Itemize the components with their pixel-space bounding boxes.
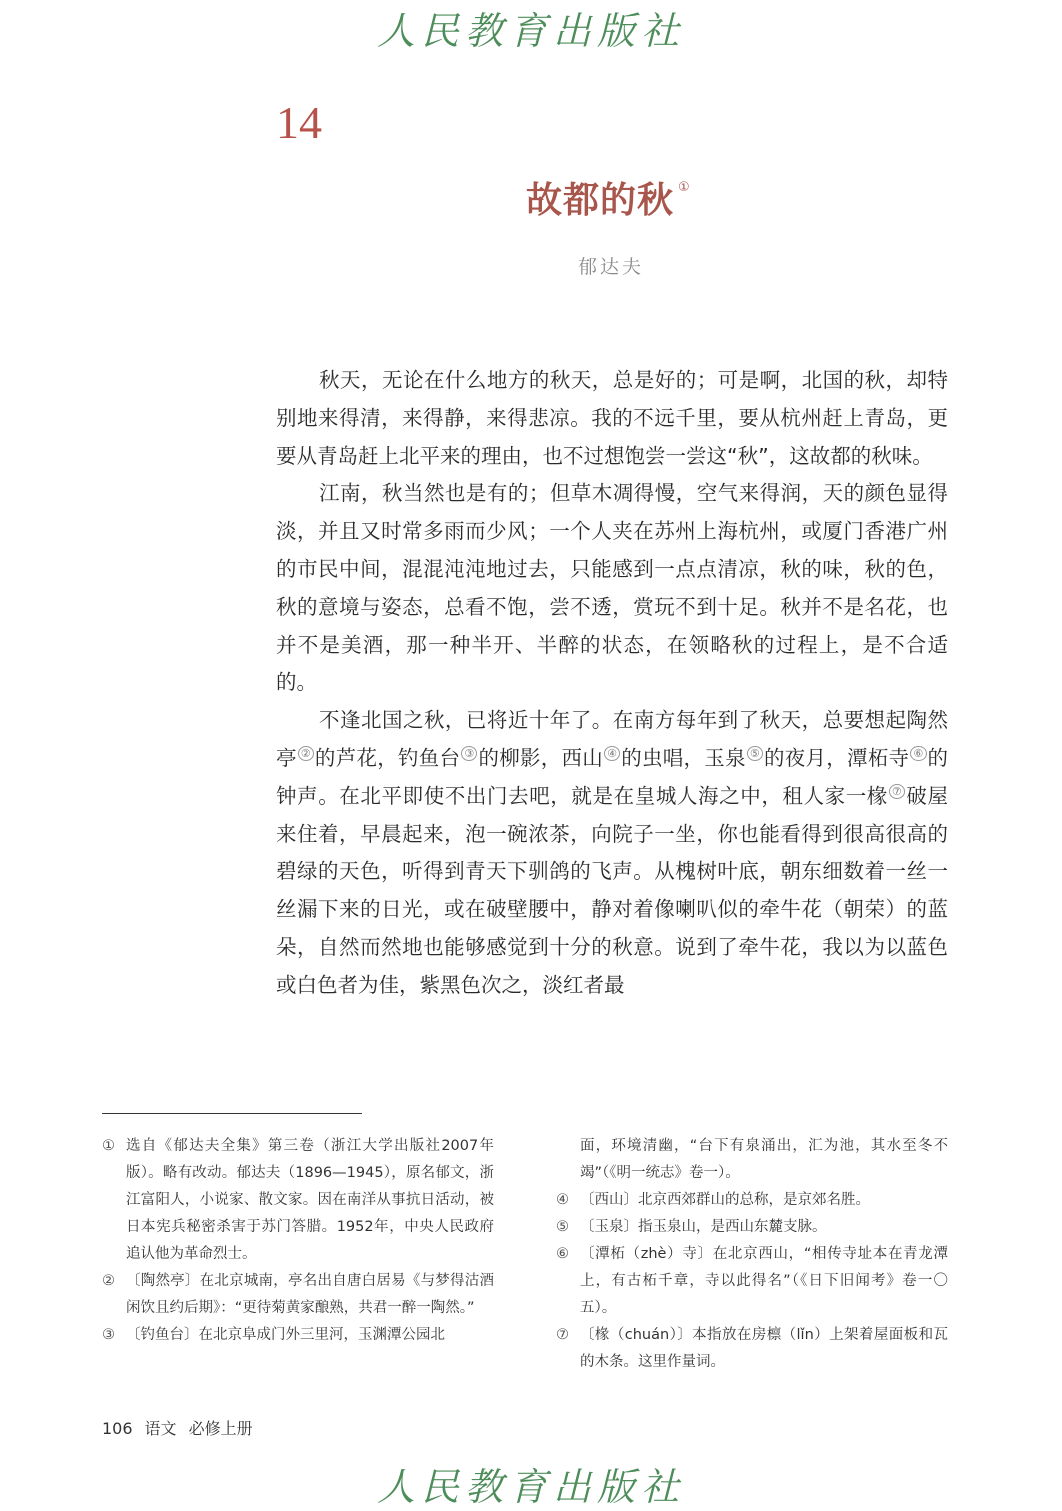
footnote-3 <box>102 1322 494 1349</box>
footnote-marker-3[interactable]: ③ <box>461 746 477 761</box>
paragraph-3 <box>276 702 948 1004</box>
p3-segment: 的夜月，潭柘寺 <box>763 745 910 770</box>
footnote-5 <box>556 1214 948 1241</box>
title-footnote-marker[interactable]: ① <box>678 180 691 195</box>
footnote-text: 〔潭柘（zhè）寺〕在北京西山，“相传寺址本在青龙潭上，有古柘千章，寺以此得名”（《日下旧闻考》卷一〇五）。 <box>580 1246 948 1316</box>
lesson-title <box>526 172 691 223</box>
footnote-6 <box>556 1241 948 1322</box>
lesson-title-text: 故都的秋 <box>526 180 675 221</box>
paragraph-1: 秋天，无论在什么地方的秋天，总是好的；可是啊，北国的秋，却特别地来得清，来得静，来得悲凉。我的不远千里，要从杭州赶上青岛，更要从青岛赶上北平来的理由，也不过想饱尝一尝这“秋”，这故都的秋味。 <box>276 368 948 468</box>
p3-segment: 的钟声。在北平即使不出门去吧，就是在皇城人海之中，租人家一椽 <box>276 745 949 808</box>
lesson-number: 14 <box>276 97 322 148</box>
footnote-1 <box>102 1133 494 1268</box>
footnote-text: 〔椽（chuán）〕本指放在房檩（lǐn）上架着屋面板和瓦的木条。这里作量词。 <box>580 1327 948 1370</box>
footnote-mark: ② <box>102 1273 115 1289</box>
footnote-marker-6[interactable]: ⑥ <box>910 746 926 761</box>
page-number: 106 <box>102 1419 133 1438</box>
footnote-2 <box>102 1268 494 1322</box>
footnote-mark: ⑥ <box>556 1246 569 1262</box>
footnote-text: 〔玉泉〕指玉泉山，是西山东麓支脉。 <box>580 1219 827 1235</box>
p3-segment: 不逢北国之秋，已将近十年了。在南方每年到了秋天，总要想起陶然亭 <box>276 708 948 770</box>
footnote-7 <box>556 1322 948 1376</box>
p3-segment: 破屋来住着，早晨起来，泡一碗浓茶，向院子一坐，你也能看得到很高很高的碧绿的天色，听得到青天下驯鸽的飞声。从槐树叶底，朝东细数着一丝一丝漏下来的日光，或在破壁腰中，静对着像喇叭似的牵牛花（朝荣）的蓝朵，自然而然地也能够感觉到十分的秋意。说到了牵牛花，我以为以蓝色或白色者为佳，紫黑色次之，淡红者最 <box>276 783 948 997</box>
footnote-mark: ③ <box>102 1327 115 1343</box>
p3-segment: 的芦花，钓鱼台 <box>314 745 461 770</box>
footnote-3-continued <box>556 1133 948 1187</box>
p3-segment: 的柳影，西山 <box>478 745 604 770</box>
publisher-watermark-top: 人民教育出版社 <box>376 9 685 53</box>
footnote-4 <box>556 1187 948 1214</box>
subject-label: 语文 <box>144 1419 177 1438</box>
article-body <box>276 362 948 1005</box>
footnotes-left-column <box>102 1133 494 1349</box>
volume-label: 必修上册 <box>188 1419 253 1438</box>
footnote-text: 面，环境清幽，“台下有泉涌出，汇为池，其水至冬不竭”（《明一统志》卷一）。 <box>580 1138 948 1181</box>
author-name: 郁达夫 <box>578 256 645 278</box>
publisher-watermark-bottom: 人民教育出版社 <box>376 1465 685 1509</box>
footnote-mark: ① <box>102 1138 115 1154</box>
footnote-mark: ⑦ <box>556 1327 569 1343</box>
footnote-mark: ⑤ <box>556 1219 569 1235</box>
footnote-text: 〔钓鱼台〕在北京阜成门外三里河，玉渊潭公园北 <box>126 1327 445 1343</box>
footnote-text: 〔陶然亭〕在北京城南，亭名出自唐白居易《与梦得沽酒闲饮且约后期》：“更待菊黄家酿熟，共君一醉一陶然。” <box>126 1273 494 1316</box>
p3-segment: 的虫唱，玉泉 <box>621 745 746 770</box>
footnote-marker-7[interactable]: ⑦ <box>889 784 905 799</box>
page-footer <box>102 1416 265 1439</box>
footnote-text: 选自《郁达夫全集》第三卷（浙江大学出版社2007年版）。略有改动。郁达夫（1896—1945），原名郁文，浙江富阳人，小说家、散文家。因在南洋从事抗日活动，被日本宪兵秘密杀害于苏门答腊。1952年，中央人民政府追认他为革命烈士。 <box>126 1138 494 1262</box>
footnote-mark: ④ <box>556 1192 569 1208</box>
footnotes-right-column <box>556 1133 948 1376</box>
footnote-marker-2[interactable]: ② <box>298 746 314 761</box>
footnote-marker-5[interactable]: ⑤ <box>747 746 763 761</box>
footnote-marker-4[interactable]: ④ <box>604 746 620 761</box>
footnote-text: 〔西山〕北京西郊群山的总称，是京郊名胜。 <box>580 1192 870 1208</box>
paragraph-2: 江南，秋当然也是有的；但草木凋得慢，空气来得润，天的颜色显得淡，并且又时常多雨而少风；一个人夹在苏州上海杭州，或厦门香港广州的市民中间，混混沌沌地过去，只能感到一点点清凉，秋的味，秋的色，秋的意境与姿态，总看不饱，尝不透，赏玩不到十足。秋并不是名花，也并不是美酒，那一种半开、半醉的状态，在领略秋的过程上，是不合适的。 <box>276 481 948 695</box>
footnote-divider <box>102 1113 362 1114</box>
